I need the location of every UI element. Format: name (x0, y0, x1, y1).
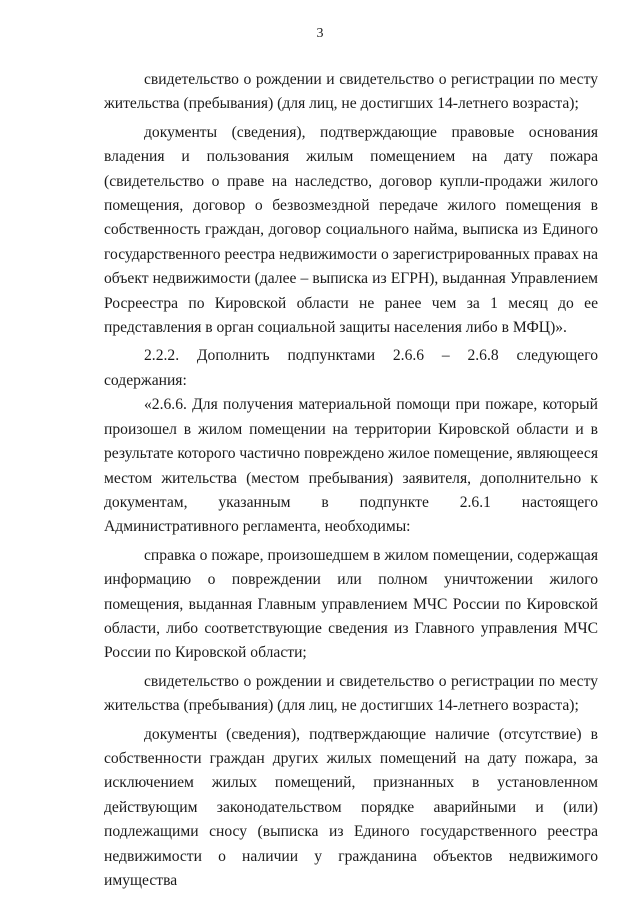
paragraph-ownership-documents: документы (сведения), подтверждающие правовые основания владения и пользования жилым помещением на дату пожара (свидетельство о праве на наследство, договор купли-продажи жилого помещения, договор о безвозмездной передаче жилого помещения в собственность граждан, договор социального найма, выписка из Единого государственного реестра недвижимости о зарегистрированных правах на объект недвижимости (далее – выписка из ЕГРН), выданная Управлением Росреестра по Кировской области не ранее чем за 1 месяц до ее представления в орган социальной защиты населения либо в МФЦ)». (104, 123, 598, 337)
paragraph-birth-certificate: свидетельство о рождении и свидетельство о регистрации по месту жительства (пребывания) (для лиц, не достигших 14-летнего возраста); (104, 71, 598, 113)
paragraph-amendment-2-2-2: 2.2.2. Дополнить подпунктами 2.6.6 – 2.6.8 следующего содержания: (104, 347, 598, 389)
paragraph-2-6-6: «2.6.6. Для получения материальной помощи при пожаре, который произошел в жилом помещении на территории Кировской области и в результате которого частично повреждено жилое помещение, являющееся местом жительства (местом пребывания) заявителя, дополнительно к документам, указанным в подпункте 2.6.1 настоящего Административного регламента, необходимы: (104, 396, 598, 536)
paragraph-fire-certificate: справка о пожаре, произошедшем в жилом помещении, содержащая информацию о повреждении или полном уничтожении жилого помещения, выданная Главным управлением МЧС России по Кировской области, либо соответствующие сведения из Главного управления МЧС России по Кировской области; (104, 546, 598, 662)
paragraph-birth-certificate-2: свидетельство о рождении и свидетельство о регистрации по месту жительства (пребывания) (для лиц, не достигших 14-летнего возраста); (104, 672, 598, 715)
paragraph-other-property-documents: документы (сведения), подтверждающие наличие (отсутствие) в собственности граждан других жилых помещений на дату пожара, за исключением жилых помещений, признанных в установленном действующим законодательством порядке аварийными и (или) подлежащими сносу (выписка из Единого государственного реестра недвижимости о наличии у гражданина объектов недвижимого имущества (104, 725, 598, 889)
document-body (104, 68, 598, 897)
page-number: 3 (316, 26, 324, 41)
